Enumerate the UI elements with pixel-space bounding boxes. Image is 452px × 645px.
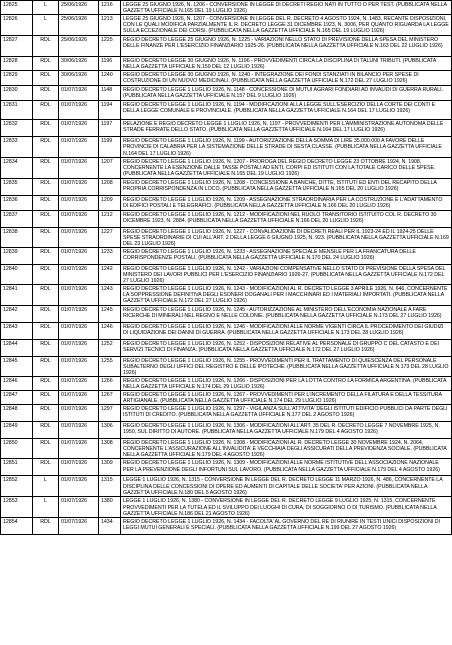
act-description-cell: LEGGE 1 LUGLIO 1926, N. 1315 - CONVERSIONE IN LEGGE DEL R. DECRETO LEGGE 11 MARZO 1926, N. 486, CONCERNENTE LA DISCIPLINA DELLE CONCESSIONI DI OPERE ED AUMENTI DI CAPITALE DELLE SOCIETA' PER AZIONI. (PUBBLICATA NELLA GAZZETTA UFFICIALE N.180 DEL 5 AGOSTO 1926) — [121, 476, 452, 497]
act-date-cell: 01/07/1926 — [59, 178, 99, 195]
act-number-cell: 1242 — [99, 264, 121, 284]
table-row — [1, 36, 452, 57]
table-row — [1, 285, 452, 305]
act-description-cell: REGIO DECRETO LEGGE 1 LUGLIO 1926, N. 1243 - MODIFICAZIONI AL R. DECRETO LEGGE 3 APRILE 1926, N. 646, CONCERNENTE LA SOPPRESSIONE DEFINITIVA DEGLI ESONERI DOGANALI PER I MACCHINARI ED I MATERIALI IMPORTATI. (PUBBLICATA NELLA GAZZETTA UFFICIALE N.172 DEL 27 LUGLIO 1926) — [121, 285, 452, 305]
act-type-cell: RDL — [33, 356, 59, 376]
record-number-cell: 12837 — [1, 210, 33, 227]
act-number-cell: 1240 — [99, 71, 121, 86]
act-number-cell: 1252 — [99, 339, 121, 356]
table-row — [1, 517, 452, 534]
table-row — [1, 305, 452, 322]
act-date-cell: 01/07/1926 — [59, 157, 99, 178]
table-row — [1, 137, 452, 157]
act-date-cell: 25/06/1926 — [59, 36, 99, 57]
act-date-cell: 01/07/1926 — [59, 356, 99, 376]
act-date-cell: 01/07/1926 — [59, 376, 99, 390]
act-number-cell: 1243 — [99, 285, 121, 305]
table-row — [1, 439, 452, 459]
act-number-cell: 1208 — [99, 178, 121, 195]
act-date-cell: 01/07/1926 — [59, 227, 99, 247]
act-date-cell: 01/07/1926 — [59, 476, 99, 497]
act-number-cell: 1306 — [99, 422, 121, 439]
act-description-cell: REGIO DECRETO LEGGE 1 LUGLIO 1926, N. 1194 - MODIFICAZIONI ALLA LEGGE SULL'ESERCIZIO DELLA CORTE DEI CONTI E DELLA LEGGE COMUNALE E PROVINCIALE. (PUBBLICATA NELLA GAZZETTA UFFICIALE N.164 DEL 17 LUGLIO 1926) — [121, 101, 452, 120]
act-type-cell: RDL — [33, 322, 59, 339]
act-description-cell: REGIO DECRETO LEGGE 1 LUGLIO 1926, N. 1252 - DISPOSIZIONI RELATIVE AL PERSONALE DI GRUPPO C DEL CATASTO E DEI SERVIZI TECNICI DI FINANZA. (PUBBLICATA NELLA GAZZETTA UFFICIALE N.172 DEL 27 LUGLIO 1926) — [121, 339, 452, 356]
act-date-cell: 01/07/1926 — [59, 247, 99, 264]
act-type-cell: L — [33, 1, 59, 15]
record-number-cell: 12827 — [1, 36, 33, 57]
act-description-cell: REGIO DECRETO LEGGE 1 LUGLIO 1926, N. 1267 - PROVVEDIMENTI PER L'INCREMENTO DELLA FILATURA E DELLA TESSITURA ARTIGIANALE. (PUBBLICATA NELLA GAZZETTA UFFICIALE N.174 DEL 29 LUGLIO 1926) — [121, 390, 452, 404]
act-type-cell: RDL — [33, 390, 59, 404]
act-type-cell: RDL — [33, 157, 59, 178]
act-type-cell: RDL — [33, 305, 59, 322]
act-type-cell: L — [33, 15, 59, 36]
act-number-cell: 1309 — [99, 459, 121, 476]
act-description-cell: REGIO DECRETO LEGGE 1 LUGLIO 1926, N. 1255 - PROVVEDIMENTI PER IL TRATTAMENTO DI QUIESCENZA DEL PERSONALE SUBALTERNO DEGLI UFFICI DEL REGISTRO E DELLE IPOTECHE. (PUBBLICATA NELLA GAZZETTA UFFICIALE N.173 DEL 28 LUGLIO 1926) — [121, 356, 452, 376]
act-number-cell: 1197 — [99, 120, 121, 137]
act-type-cell: L — [33, 476, 59, 497]
table-row — [1, 120, 452, 137]
table-row — [1, 459, 452, 476]
act-description-cell: REGIO DECRETO LEGGE 1 LUGLIO 1926, N. 1309 - MODIFICAZIONI ALLE NORME ISTITUTIVE DELL'ASSOCIAZIONE NAZIONALE PER LA PREVENZIONE DEGLI INFORTUNI SUL LAVORO. (PUBBLICATA NELLA GAZZETTA UFFICIALE N.179 DEL 4 AGOSTO 1926) — [121, 459, 452, 476]
act-date-cell: 01/07/1926 — [59, 264, 99, 284]
act-number-cell: 1255 — [99, 356, 121, 376]
record-number-cell: 12850 — [1, 439, 33, 459]
act-description-cell: REGIO DECRETO LEGGE 1 LUGLIO 1926, N. 1308 - MODIFICAZIONI AL R. DECRETO LEGGE 30 NOVEMBRE 1924, N. 2064, CONCERNENTE L'ASSICURAZIONE ALL'INVALIDITA' E VECCHIAIA DEGLI ASSICURATI DELLA PREVIDENZA SOCIALE. (PUBBLICATA NELLA GAZZETTA UFFICIALE N.179 DEL 4 AGOSTO 1926) — [121, 439, 452, 459]
act-date-cell: 25/06/1926 — [59, 1, 99, 15]
act-date-cell: 01/07/1926 — [59, 459, 99, 476]
act-description-cell: REGIO DECRETO LEGGE 1 LUGLIO 1926, N. 1246 - MODIFICAZIONI ALLE NORME VIGENTI CIRCA IL PROCEDIMENTO DEI GIUDIZI DI LIQUIDAZIONE DEI DANNI DI GUERRA. (PUBBLICATA NELLA GAZZETTA UFFICIALE N.173 DEL 28 LUGLIO 1926) — [121, 322, 452, 339]
record-number-cell: 12844 — [1, 339, 33, 356]
table-row — [1, 178, 452, 195]
record-number-cell: 12839 — [1, 247, 33, 264]
table-row — [1, 405, 452, 422]
act-date-cell: 01/07/1926 — [59, 339, 99, 356]
act-type-cell: RDL — [33, 36, 59, 57]
record-number-cell: 12829 — [1, 71, 33, 86]
act-type-cell: RDL — [33, 210, 59, 227]
act-description-cell: REGIO DECRETO LEGGE 1 LUGLIO 1926, N. 1434 - FACOLTA' AL GOVERNO DEL RE DI RIUNIRE IN TESTI UNICI DISPOSIZIONI DI LEGGI MUTUI GENERALI E SPECIALI. (PUBBLICATA NELLA GAZZETTA UFFICIALE N.199 DEL 27 AGOSTO 1926) — [121, 517, 452, 534]
act-number-cell: 1199 — [99, 137, 121, 157]
table-row — [1, 422, 452, 439]
record-number-cell: 12842 — [1, 305, 33, 322]
act-date-cell: 01/07/1926 — [59, 101, 99, 120]
act-description-cell: RELAZIONE E REGIO DECRETO LEGGE 1 LUGLIO 1926, N. 1197 - PROVVEDIMENTI PER L'AMMINISTRAZIONE AUTONOMA DELLE STRADE FERRATE DELLO STATO. (PUBBLICATA NELLA GAZZETTA UFFICIALE N.164 DEL 17 LUGLIO 1926) — [121, 120, 452, 137]
act-description-cell: REGIO DECRETO LEGGE 1 LUGLIO 1926, N. 1212 - MODIFICAZIONI NEL RUOLO TRANSITORIO ISTITUITO COL R. DECRETO 30 DICEMBRE 1923, N. 2884. (PUBBLICATA NELLA GAZZETTA UFFICIALE N.166 DEL 20 LUGLIO 1926) — [121, 210, 452, 227]
act-type-cell: RDL — [33, 86, 59, 101]
act-type-cell: RDL — [33, 422, 59, 439]
act-number-cell: 1196 — [99, 57, 121, 71]
act-description-cell: REGIO DECRETO LEGGE 1 LUGLIO 1926, N. 1242 - VARIAZIONI COMPENSATIVE NELLO STATO DI PREVISIONE DELLA SPESA DEL MINISTERO DEI LAVORI PUBBLICI PER L'ESERCIZIO FINANZIARIO 1926-27. (PUBBLICATA NELLA GAZZETTA UFFICIALE N.172 DEL 27 LUGLIO 1926) — [121, 264, 452, 284]
act-type-cell: RDL — [33, 264, 59, 284]
act-type-cell: RDL — [33, 57, 59, 71]
act-type-cell: RDL — [33, 137, 59, 157]
act-number-cell: 1297 — [99, 405, 121, 422]
record-number-cell: 12845 — [1, 356, 33, 376]
act-number-cell: 1380 — [99, 497, 121, 517]
record-number-cell: 12847 — [1, 390, 33, 404]
act-description-cell: REGIO DECRETO LEGGE 1 LUGLIO 1926, N. 1233 - ASSEGNAZIONE SPECIALE MENSILE PER LA FRANCATURA DELLE CORRISPONDENZE POSTALI. (PUBBLICATA NELLA GAZZETTA UFFICIALE N.170 DEL 24 LUGLIO 1926) — [121, 247, 452, 264]
record-number-cell: 12836 — [1, 195, 33, 210]
act-date-cell: 01/07/1926 — [59, 137, 99, 157]
act-number-cell: 1434 — [99, 517, 121, 534]
act-number-cell: 1233 — [99, 247, 121, 264]
act-date-cell: 01/07/1926 — [59, 86, 99, 101]
act-date-cell: 01/07/1926 — [59, 497, 99, 517]
table-body — [1, 1, 452, 535]
act-description-cell: REGIO DECRETO LEGGE 1 LUGLIO 1926, N. 1199 - AUTORIZZAZIONE DELLA SOMMA DI LIRE 35.000.000 A FAVORE DELLE PROVINCIE DI CALABRIA PER LA SISTEMAZIONE DELLE STRADE DI SESTA CLASSE. (PUBBLICATA NELLA GAZZETTA UFFICIALE N.164 DEL 17 LUGLIO 1926) — [121, 137, 452, 157]
act-number-cell: 1216 — [99, 1, 121, 15]
act-type-cell: RDL — [33, 285, 59, 305]
act-date-cell: 01/07/1926 — [59, 210, 99, 227]
act-number-cell: 1315 — [99, 476, 121, 497]
table-row — [1, 195, 452, 210]
record-number-cell: 12853 — [1, 497, 33, 517]
act-number-cell: 1225 — [99, 36, 121, 57]
record-number-cell: 12854 — [1, 517, 33, 534]
act-date-cell: 25/06/1926 — [59, 15, 99, 36]
record-number-cell: 12826 — [1, 15, 33, 36]
act-type-cell: RDL — [33, 376, 59, 390]
record-number-cell: 12851 — [1, 459, 33, 476]
act-type-cell: RDL — [33, 71, 59, 86]
table-row — [1, 356, 452, 376]
act-type-cell: RDL — [33, 459, 59, 476]
record-number-cell: 12849 — [1, 422, 33, 439]
record-number-cell: 12834 — [1, 157, 33, 178]
table-row — [1, 71, 452, 86]
table-row — [1, 15, 452, 36]
act-date-cell: 30/06/1926 — [59, 57, 99, 71]
act-type-cell: RDL — [33, 227, 59, 247]
act-description-cell: LEGGE 25 GIUGNO 1926, N. 1206 - CONVERSIONE IN LEGGE DI DECRETI REGIO NATI IN TUTTO O PER TEST. (PUBBLICATA NELLA GAZZETTA UFFICIALE N.165 DEL 19 LUGLIO 1926) — [121, 1, 452, 15]
record-number-cell: 12838 — [1, 227, 33, 247]
act-type-cell: RDL — [33, 195, 59, 210]
record-number-cell: 12831 — [1, 101, 33, 120]
act-description-cell: REGIO DECRETO LEGGE 1 LUGLIO 1926, N. 1209 - ASSEGNAZIONE STRAORDINARIA PER LA COSTRUZIONE E L'ADATTAMENTO DI EDIFICI POSTALI E TELEGRAFICI. (PUBBLICATA NELLA GAZZETTA UFFICIALE N.166 DEL 20 LUGLIO 1926) — [121, 195, 452, 210]
record-number-cell: 12835 — [1, 178, 33, 195]
act-date-cell: 01/07/1926 — [59, 405, 99, 422]
record-number-cell: 12848 — [1, 405, 33, 422]
record-number-cell: 12841 — [1, 285, 33, 305]
act-type-cell: RDL — [33, 339, 59, 356]
act-description-cell: REGIO DECRETO LEGGE 1 LUGLIO 1926, N. 1148 - CONCESSIONE DI MUTUI AGRARI FONDIARI AD INVALIDI DI GUERRA RURALI. (PUBBLICATA NELLA GAZZETTA UFFICIALE N.157 DEL 9 LUGLIO 1926) — [121, 86, 452, 101]
table-row — [1, 339, 452, 356]
act-number-cell: 1148 — [99, 86, 121, 101]
act-date-cell: 01/07/1926 — [59, 322, 99, 339]
act-type-cell: RDL — [33, 247, 59, 264]
act-description-cell: REGIO DECRETO LEGGE 1 LUGLIO 1926, N. 1207 - PROROGA DEL REGIO DECRETO LEGGE 23 OTTOBRE 1924, N. 1908, CONCERNENTE LA ESENZIONE DALLE TASSE POSTALI AD ENTI, CORPI ED ISTITUTI CON LA TOTALE CARICO DELLE SPESE. (PUBBLICATA NELLA GAZZETTA UFFICIALE N.165 DEL 19 LUGLIO 1926) — [121, 157, 452, 178]
record-number-cell: 12832 — [1, 120, 33, 137]
act-type-cell: RDL — [33, 101, 59, 120]
record-number-cell: 12846 — [1, 376, 33, 390]
table-row — [1, 390, 452, 404]
act-date-cell: 01/07/1926 — [59, 390, 99, 404]
act-date-cell: 01/07/1926 — [59, 517, 99, 534]
table-row — [1, 86, 452, 101]
act-date-cell: 01/07/1926 — [59, 285, 99, 305]
act-description-cell: REGIO DECRETO LEGGE 1 LUGLIO 1926, N. 1208 - CONCESSIONE A BANCHE, DITTE, ISTITUTI ED ENTI DEL RECAPITO DELLA PROPRIA CORRISPONDENZA IN LOCO. (PUBBLICATA NELLA GAZZETTA UFFICIALE N.165 DEL 20 LUGLIO 1926) — [121, 178, 452, 195]
act-number-cell: 1212 — [99, 210, 121, 227]
act-number-cell: 1213 — [99, 15, 121, 36]
act-date-cell: 01/07/1926 — [59, 422, 99, 439]
table-row — [1, 157, 452, 178]
table-row — [1, 101, 452, 120]
act-number-cell: 1245 — [99, 305, 121, 322]
act-description-cell: REGIO DECRETO LEGGE 1 LUGLIO 1926, N. 1245 - AUTORIZZAZIONE AL MINISTERO DELL'ECONOMIA NAZIONALE A FARE RICERCHE DI MINERALI NEL REGNO E NELLE COLONIE. (PUBBLICATA NELLA GAZZETTA UFFICIALE N.173 DEL 27 LUGLIO 1926) — [121, 305, 452, 322]
act-number-cell: 1227 — [99, 227, 121, 247]
act-description-cell: REGIO DECRETO LEGGE 1 LUGLIO 1926, N. 1266 - DISPOSIZIONI PER LA LOTTA CONTRO LA FORMICA ARGENTINA. (PUBBLICATA NELLA GAZZETTA UFFICIALE N.174 DEL 29 LUGLIO 1926) — [121, 376, 452, 390]
table-row — [1, 497, 452, 517]
act-number-cell: 1266 — [99, 376, 121, 390]
table-row — [1, 264, 452, 284]
table-row — [1, 57, 452, 71]
act-number-cell: 1209 — [99, 195, 121, 210]
act-type-cell: L — [33, 497, 59, 517]
act-number-cell: 1246 — [99, 322, 121, 339]
act-date-cell: 01/07/1926 — [59, 305, 99, 322]
record-number-cell: 12852 — [1, 476, 33, 497]
act-description-cell: REGIO DECRETO LEGGE 1 LUGLIO 1926, N. 1297 - VIGILANZA SULL'ATTIVITA' DEGLI ISTITUTI EDIFICIO PUBBLICI DA PARTE DEGLI ISTITUTI DI CREDITO. (PUBBLICATA NELLA GAZZETTA UFFICIALE N.177 DEL 2 AGOSTO 1926) — [121, 405, 452, 422]
record-number-cell: 12825 — [1, 1, 33, 15]
act-description-cell: LEGGE 1 LUGLIO 1926, N. 1380 - CONVERSIONE IN LEGGE DEL R. DECRETO LEGGE 9 LUGLIO 1925, N. 1315, CONCERNENTE PROVVEDIMENTI PER LA TUTELA ED IL SVILUPPO DEI LUOGHI DI CURA, DI SOGGIORNO O DI TURISMO. (PUBBLICATA NELLA GAZZETTA UFFICIALE N.186 DEL 21 AGOSTO 1926) — [121, 497, 452, 517]
act-description-cell: LEGGE 25 GIUGNO 1926, N. 1207 - CONVERSIONE IN LEGGE DEL R. DECRETO 4 AGOSTO 1924, N. 1483, RECANTE DISPOSIZIONI, CON LE QUALI MODIFICA PARZIALMENTE IL R. DECRETO LEGGE 31 DICEMBRE 1923, N. 3006, PER QUANTO RIGUARDA LA LEGGE SULLA ECCEZIONALE DEI CORSI. (PUBBLICATA NELLA GAZZETTA UFFICIALE N.165 DEL 19 LUGLIO 1926) — [121, 15, 452, 36]
record-number-cell: 12843 — [1, 322, 33, 339]
record-number-cell: 12833 — [1, 137, 33, 157]
act-date-cell: 30/06/1926 — [59, 71, 99, 86]
table-row — [1, 227, 452, 247]
table-row — [1, 247, 452, 264]
act-description-cell: REGIO DECRETO LEGGE 1 LUGLIO 1926, N. 1227 - CONVALIDAZIONE DI DECRETI REALI PER IL 1923-24 ED IL 1924-25 DELLE SPESE STRAORDINARIE DI CUI ALL'ART. 2 DELLA LEGGE 6 GIUGNO 1925, N. 923. (PUBBLICATA NELLA GAZZETTA UFFICIALE N.169 DEL 23 LUGLIO 1926) — [121, 227, 452, 247]
record-number-cell: 12840 — [1, 264, 33, 284]
act-description-cell: REGIO DECRETO LEGGE 30 GIUGNO 1926, N. 1240 - INTEGRAZIONE DEI FONDI STANZIATI IN BILANCIO PER SPESE DI COSTRUZIONE DI UN NUOVO MEDICINALI. (PUBBLICATA NELLA GAZZETTA UFFICIALE N.172 DEL 27 LUGLIO 1926) — [121, 71, 452, 86]
act-date-cell: 01/07/1926 — [59, 120, 99, 137]
record-number-cell: 12828 — [1, 57, 33, 71]
act-description-cell: REGIO DECRETO LEGGE 25 GIUGNO 1926, N. 1225 - VARIAZIONI NELLO STATO DI PREVISIONE DELLA SPESA DEL MINISTERO DELLE FINANZE PER L'ESERCIZIO FINANZIARIO 1925-26. (PUBBLICATA NELLA GAZZETTA UFFICIALE N.163 DEL 22 LUGLIO 1926) — [121, 36, 452, 57]
act-number-cell: 1267 — [99, 390, 121, 404]
act-description-cell: REGIO DECRETO LEGGE 30 GIUGNO 1926, N. 1196 - PROVVEDIMENTI CIRCA LA DISCIPLINA DI TALUNI TRIBUTI. (PUBBLICATA NELLA GAZZETTA UFFICIALE N.159 DEL 12 LUGLIO 1926) — [121, 57, 452, 71]
act-number-cell: 1194 — [99, 101, 121, 120]
act-type-cell: RDL — [33, 178, 59, 195]
table-row — [1, 376, 452, 390]
act-number-cell: 1207 — [99, 157, 121, 178]
act-number-cell: 1308 — [99, 439, 121, 459]
act-date-cell: 01/07/1926 — [59, 195, 99, 210]
act-date-cell: 01/07/1926 — [59, 439, 99, 459]
table-row — [1, 1, 452, 15]
record-number-cell: 12830 — [1, 86, 33, 101]
act-type-cell: RDL — [33, 120, 59, 137]
table-row — [1, 210, 452, 227]
table-row — [1, 322, 452, 339]
act-type-cell: RDL — [33, 439, 59, 459]
table-row — [1, 476, 452, 497]
act-type-cell: RDL — [33, 405, 59, 422]
act-description-cell: REGIO DECRETO LEGGE 1 LUGLIO 1926, N. 1306 - MODIFICAZIONI ALL'ART. 35 DEL R. DECRETO LEGGE 7 NOVEMBRE 1925, N. 1950, SUL DIRITTO DI AUTORE. (PUBBLICATA NELLA GAZZETTA UFFICIALE N.179 DEL 4 AGOSTO 1926) — [121, 422, 452, 439]
act-type-cell: RDL — [33, 517, 59, 534]
